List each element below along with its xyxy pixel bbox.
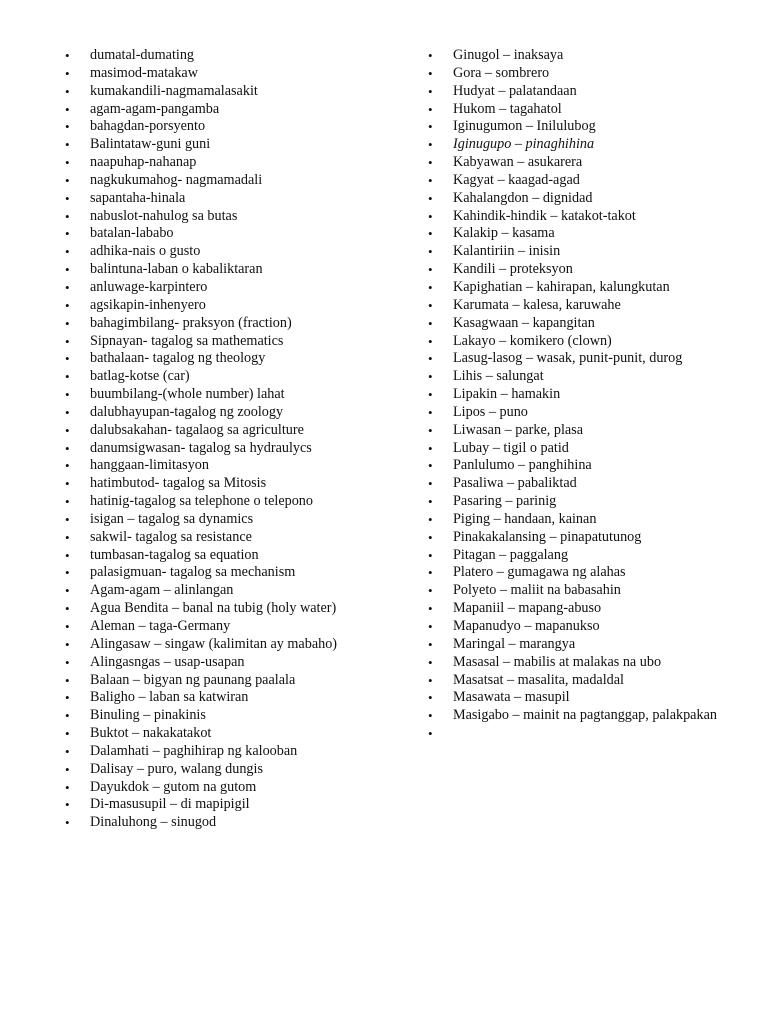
list-item-text: Iginugupo – pinaghihina xyxy=(453,136,595,153)
list-item-text: Kagyat – kaagad-agad xyxy=(453,171,580,188)
list-item-text: Dinaluhong – sinugod xyxy=(90,814,217,831)
list-item-text: Platero – gumagawa ng alahas xyxy=(453,564,626,581)
list-item xyxy=(425,725,735,743)
list-item-text: Lakayo – komikero (clown) xyxy=(453,332,612,349)
list-item xyxy=(425,636,735,654)
list-item-text: Liwasan – parke, plasa xyxy=(453,421,584,438)
list-item-text: isigan – tagalog sa dynamics xyxy=(90,510,254,527)
list-item xyxy=(425,279,735,297)
list-item xyxy=(425,243,735,261)
list-item-text: Hukom – tagahatol xyxy=(453,100,562,117)
list-item-text: hatinig-tagalog sa telephone o telepono xyxy=(90,493,313,510)
list-item xyxy=(62,261,412,279)
list-item-text: Kahindik-hindik – katakot-takot xyxy=(453,207,636,224)
list-item-text: batalan-lababo xyxy=(90,225,174,242)
list-item-text: agsikapin-inhenyero xyxy=(90,296,206,313)
list-item xyxy=(425,315,735,333)
list-item xyxy=(425,333,735,351)
list-item xyxy=(425,618,735,636)
list-item xyxy=(62,814,412,832)
list-item xyxy=(425,154,735,172)
list-item-text: Panlulumo – panghihina xyxy=(453,457,592,474)
list-item xyxy=(62,547,412,565)
list-item xyxy=(425,386,735,404)
list-item-text: Alingasngas – usap-usapan xyxy=(90,653,245,670)
list-item-text: Aleman – taga-Germany xyxy=(90,618,231,634)
list-item xyxy=(62,422,412,440)
list-item xyxy=(62,689,412,707)
list-item xyxy=(62,190,412,208)
list-item-text: Dayukdok – gutom na gutom xyxy=(90,778,257,795)
list-item-text: sapantaha-hinala xyxy=(90,189,186,206)
list-item-text: Kahalangdon – dignidad xyxy=(453,189,593,206)
list-item xyxy=(425,689,735,707)
list-item-text: Kalakip – kasama xyxy=(453,225,555,242)
list-item-text: Mapaniil – mapang-abuso xyxy=(453,600,602,617)
list-item-text: Mapanudyo – mapanukso xyxy=(453,618,600,634)
list-item-text: Masawata – masupil xyxy=(453,689,570,706)
list-item-text: Balintataw-guni guni xyxy=(90,136,211,153)
list-item xyxy=(62,83,412,101)
list-item-text: nagkukumahog- nagmamadali xyxy=(90,171,263,188)
list-item xyxy=(425,547,735,565)
list-item xyxy=(62,600,412,618)
list-item-text: Masatsat – masalita, madaldal xyxy=(453,671,624,688)
list-item xyxy=(62,564,412,582)
list-item xyxy=(425,440,735,458)
list-item-text: Karumata – kalesa, karuwahe xyxy=(453,296,621,313)
list-item xyxy=(62,350,412,368)
list-item xyxy=(425,475,735,493)
list-item-text: Baligho – laban sa katwiran xyxy=(90,689,249,706)
list-item xyxy=(62,315,412,333)
list-item-text: Masasal – mabilis at malakas na ubo xyxy=(453,653,662,670)
list-item-text: Lubay – tigil o patid xyxy=(453,439,569,456)
list-item xyxy=(62,743,412,761)
list-item-text: bathalaan- tagalog ng theology xyxy=(90,350,266,367)
list-item-text: dalubhayupan-tagalog ng zoology xyxy=(90,403,284,420)
list-item xyxy=(425,368,735,386)
list-item xyxy=(425,208,735,226)
list-item-text: masimod-matakaw xyxy=(90,64,198,81)
list-item xyxy=(425,190,735,208)
list-item-text: Polyeto – maliit na babasahin xyxy=(453,582,621,599)
list-item-text: Agam-agam – alinlangan xyxy=(90,582,234,599)
list-item xyxy=(62,654,412,672)
list-item xyxy=(62,386,412,404)
list-item xyxy=(425,600,735,618)
list-item-text: Gora – sombrero xyxy=(453,64,550,81)
list-item-text: Hudyat – palatandaan xyxy=(453,82,577,99)
list-item xyxy=(62,368,412,386)
list-item-text: adhika-nais o gusto xyxy=(90,243,201,260)
list-item xyxy=(62,243,412,261)
list-item-text: Kasagwaan – kapangitan xyxy=(453,314,595,331)
right-word-list xyxy=(425,47,735,743)
list-item xyxy=(62,761,412,779)
list-item-text: Pitagan – paggalang xyxy=(453,546,569,563)
list-item xyxy=(62,65,412,83)
list-item-text: Piging – handaan, kainan xyxy=(453,510,597,527)
list-item-text: Dalamhati – paghihirap ng kalooban xyxy=(90,742,298,759)
list-item xyxy=(425,65,735,83)
list-item-text: sakwil- tagalog sa resistance xyxy=(90,528,252,545)
list-item-text: Lipakin – hamakin xyxy=(453,386,561,403)
list-item-text: anluwage-karpintero xyxy=(90,278,208,295)
list-item xyxy=(62,582,412,600)
list-item-text: Lipos – puno xyxy=(453,403,528,420)
list-item xyxy=(425,101,735,119)
list-item-text: Lasug-lasog – wasak, punit-punit, durog xyxy=(453,350,683,367)
list-item-text: hanggaan-limitasyon xyxy=(90,457,209,474)
list-item xyxy=(62,101,412,119)
list-item xyxy=(62,672,412,690)
list-item xyxy=(62,529,412,547)
list-item-text: tumbasan-tagalog sa equation xyxy=(90,546,259,563)
list-item-text: buumbilang-(whole number) lahat xyxy=(90,386,285,403)
list-item xyxy=(62,725,412,743)
list-item-text: batlag-kotse (car) xyxy=(90,368,190,385)
list-item xyxy=(425,457,735,475)
list-item-text: Ginugol – inaksaya xyxy=(453,47,564,63)
list-item-text: Maringal – marangya xyxy=(453,635,576,652)
list-item-text: balintuna-laban o kabaliktaran xyxy=(90,261,263,278)
list-item-text: bahagimbilang- praksyon (fraction) xyxy=(90,314,292,331)
list-item xyxy=(62,333,412,351)
list-item-text: kumakandili-nagmamalasakit xyxy=(90,82,258,99)
list-item-text: Pasaring – parinig xyxy=(453,493,557,510)
list-item-text: dumatal-dumating xyxy=(90,47,195,63)
list-item xyxy=(425,529,735,547)
list-item-text: Kabyawan – asukarera xyxy=(453,154,583,171)
list-item xyxy=(62,118,412,136)
list-item-text: Iginugumon – Inilulubog xyxy=(453,118,596,135)
list-item xyxy=(62,440,412,458)
list-item xyxy=(425,404,735,422)
list-item xyxy=(62,47,412,65)
list-item-text: hatimbutod- tagalog sa Mitosis xyxy=(90,475,267,492)
list-item-text: Sipnayan- tagalog sa mathematics xyxy=(90,332,284,349)
list-item xyxy=(425,297,735,315)
list-item-text: bahagdan-porsyento xyxy=(90,118,206,135)
list-item xyxy=(62,779,412,797)
list-item-text: Lihis – salungat xyxy=(453,368,544,385)
list-item xyxy=(425,172,735,190)
list-item-text: Binuling – pinakinis xyxy=(90,707,206,724)
list-item xyxy=(62,493,412,511)
list-item xyxy=(62,279,412,297)
list-item-text: Masigabo – mainit na pagtanggap, palakpakan xyxy=(453,707,717,724)
list-item xyxy=(425,261,735,279)
list-item-text: Kalantiriin – inisin xyxy=(453,243,561,260)
list-item xyxy=(62,225,412,243)
list-item-text: Kandili – proteksyon xyxy=(453,261,573,278)
list-item-text: Di-masusupil – di mapipigil xyxy=(90,796,250,813)
list-item-text: nabuslot-nahulog sa butas xyxy=(90,207,238,224)
list-item xyxy=(425,707,735,725)
left-word-list xyxy=(62,47,412,832)
list-item xyxy=(425,582,735,600)
list-item xyxy=(425,136,735,154)
list-item xyxy=(62,618,412,636)
list-item xyxy=(425,83,735,101)
list-item xyxy=(425,654,735,672)
list-item-text: Pasaliwa – pabaliktad xyxy=(453,475,577,492)
list-item-text: naapuhap-nahanap xyxy=(90,154,197,171)
list-item-text: Pinakakalansing – pinapatutunog xyxy=(453,528,642,545)
list-item xyxy=(425,422,735,440)
list-item xyxy=(62,796,412,814)
list-item-text: dalubsakahan- tagalaog sa agriculture xyxy=(90,421,304,438)
list-item xyxy=(62,404,412,422)
list-item xyxy=(62,208,412,226)
list-item xyxy=(62,457,412,475)
list-item-text: palasigmuan- tagalog sa mechanism xyxy=(90,564,296,581)
list-item-text: Buktot – nakakatakot xyxy=(90,725,212,742)
list-item xyxy=(62,172,412,190)
list-item xyxy=(425,118,735,136)
list-item xyxy=(62,636,412,654)
list-item xyxy=(62,154,412,172)
list-item-text: Kapighatian – kahirapan, kalungkutan xyxy=(453,278,670,295)
list-item xyxy=(425,511,735,529)
list-item xyxy=(425,493,735,511)
list-item-text: danumsigwasan- tagalog sa hydraulycs xyxy=(90,439,312,456)
list-item-text: Agua Bendita – banal na tubig (holy water) xyxy=(90,600,337,617)
list-item xyxy=(62,511,412,529)
list-item xyxy=(62,707,412,725)
list-item xyxy=(62,297,412,315)
list-item-text: Alingasaw – singaw (kalimitan ay mabaho) xyxy=(90,635,338,652)
list-item xyxy=(62,136,412,154)
list-item xyxy=(62,475,412,493)
list-item xyxy=(425,564,735,582)
list-item-text: agam-agam-pangamba xyxy=(90,100,220,117)
list-item xyxy=(425,47,735,65)
list-item xyxy=(425,225,735,243)
list-item-text: Balaan – bigyan ng paunang paalala xyxy=(90,671,296,688)
list-item-text: Dalisay – puro, walang dungis xyxy=(90,760,263,777)
list-item xyxy=(425,672,735,690)
list-item xyxy=(425,350,735,368)
